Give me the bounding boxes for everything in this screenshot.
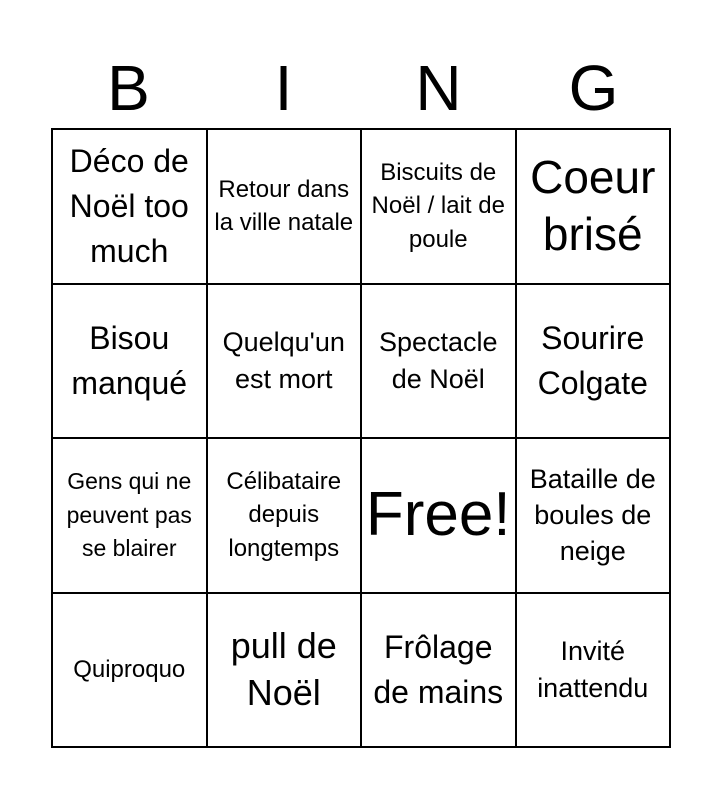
cell-text: Gens qui ne peuvent pas se blairer <box>66 468 192 561</box>
header-letter-b: B <box>107 52 150 124</box>
cell-text: Biscuits de Noël / lait de poule <box>371 158 505 254</box>
cell-text: Quelqu'un est mort <box>222 327 345 394</box>
bingo-cell[interactable] <box>207 438 362 593</box>
bingo-cell[interactable] <box>52 284 207 439</box>
bingo-header <box>51 48 671 128</box>
bingo-cell[interactable] <box>361 593 516 748</box>
free-space-text: Free! <box>365 480 511 550</box>
header-letter-n: N <box>415 52 462 124</box>
cell-text: Déco de Noël too much <box>69 143 189 269</box>
bingo-cell[interactable] <box>207 284 362 439</box>
cell-text: Célibataire depuis longtemps <box>226 467 342 563</box>
bingo-cell[interactable] <box>52 438 207 593</box>
cell-text: Sourire Colgate <box>537 319 648 401</box>
cell-text: Invité inattendu <box>537 636 649 703</box>
cell-text: Spectacle de Noël <box>378 327 498 394</box>
bingo-cell[interactable] <box>516 438 671 593</box>
cell-text: Bisou manqué <box>71 319 188 401</box>
bingo-cell[interactable] <box>52 129 207 284</box>
cell-text: Frôlage de mains <box>373 628 504 710</box>
bingo-cell[interactable] <box>207 129 362 284</box>
bingo-cell[interactable] <box>361 129 516 284</box>
cell-text: Coeur brisé <box>530 150 656 261</box>
header-letter-i: I <box>274 52 293 124</box>
cell-text: Retour dans la ville natale <box>214 175 354 237</box>
bingo-cell[interactable] <box>516 593 671 748</box>
cell-text: Quiproquo <box>73 655 186 683</box>
bingo-cell[interactable] <box>361 284 516 439</box>
bingo-cell[interactable] <box>52 593 207 748</box>
bingo-board <box>51 128 671 748</box>
bingo-cell[interactable] <box>516 284 671 439</box>
header-letter-g: G <box>568 52 619 124</box>
bingo-cell[interactable] <box>207 593 362 748</box>
cell-text: pull de Noël <box>230 624 337 713</box>
bingo-cell[interactable] <box>516 129 671 284</box>
free-space-cell[interactable] <box>361 438 516 593</box>
cell-text: Bataille de boules de neige <box>529 463 656 567</box>
